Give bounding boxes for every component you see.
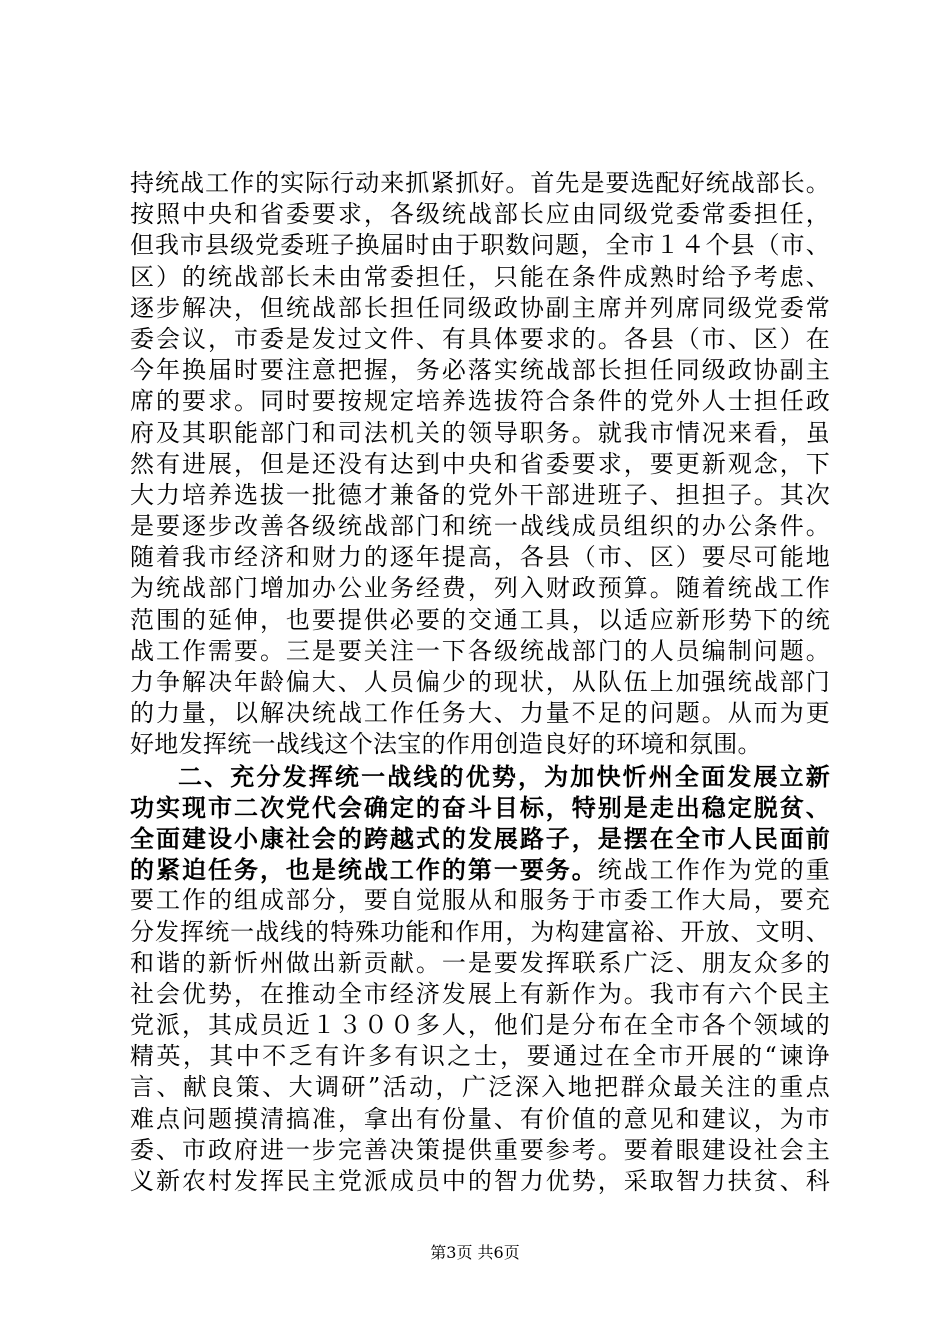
body-text-span: 党派，其成员近１３００多人，他们是分布在全市各个领域的 [130,1011,830,1040]
text-line [130,1104,830,1135]
text-line [130,542,830,573]
body-text-span: 义新农村发挥民主党派成员中的智力优势，采取智力扶贫、科 [130,1167,830,1195]
body-text-span: 随着我市经济和财力的逐年提高，各县（市、区）要尽可能地 [130,543,830,572]
body-text-span: 但我市县级党委班子换届时由于职数问题，全市１４个县（市、 [130,231,830,260]
text-line [130,792,830,823]
body-text-span: 好地发挥统一战线这个法宝的作用创造良好的环境和氛围。 [130,730,762,759]
body-text-span: 逐步解决，但统战部长担任同级政协副主席并列席同级党委常 [130,293,830,322]
text-line [130,885,830,916]
body-text-span: 然有进展，但是还没有达到中央和省委要求，要更新观念，下 [130,449,830,478]
body-text-span: 区）的统战部长未由常委担任，只能在条件成熟时给予考虑、 [130,262,830,291]
body-text-span: 精英，其中不乏有许多有识之士，要通过在全市开展的“谏诤 [130,1042,830,1071]
text-line [130,418,830,449]
body-text-span: 和谐的新忻州做出新贡献。一是要发挥联系广泛、朋友众多的 [130,948,830,977]
text-line [130,386,830,417]
text-line [130,480,830,511]
text-line [130,948,830,979]
text-line [130,1072,830,1103]
text-line [130,761,830,792]
body-text-span: 席的要求。同时要按规定培养选拔符合条件的党外人士担任政 [130,387,830,416]
body-text-span: 难点问题摸清搞准，拿出有份量、有价值的意见和建议，为市 [130,1104,830,1133]
bold-heading-text: 的紧迫任务，也是统战工作的第一要务。 [130,855,598,885]
text-line [130,605,830,636]
text-line [130,636,830,667]
body-text-span: 社会优势，在推动全市经济发展上有新作为。我市有六个民主 [130,979,830,1008]
text-line [130,293,830,324]
page-footer: 第3页 共6页 [430,1243,520,1262]
body-text-span: 委会议，市委是发过文件、有具体要求的。各县（市、区）在 [130,324,830,353]
text-line [130,511,830,542]
body-text [130,168,830,1197]
text-line [130,917,830,948]
text-line [130,355,830,386]
body-text-span: 统战工作作为党的重 [597,856,830,885]
text-line [130,1135,830,1166]
body-text-span: 范围的延伸，也要提供必要的交通工具，以适应新形势下的统 [130,605,830,634]
body-text-span: 按照中央和省委要求，各级统战部长应由同级党委常委担任， [130,200,830,229]
text-line [130,449,830,480]
body-text-span: 要工作的组成部分，要自觉服从和服务于市委工作大局，要充 [130,886,830,915]
text-line [130,262,830,293]
text-line [130,168,830,199]
body-text-span: 力争解决年龄偏大、人员偏少的现状，从队伍上加强统战部门 [130,668,830,696]
body-text-span: 委、市政府进一步完善决策提供重要参考。要着眼建设社会主 [130,1135,830,1164]
text-line [130,573,830,604]
body-text-span: 持统战工作的实际行动来抓紧抓好。首先是要选配好统战部长。 [130,169,830,197]
text-line [130,1041,830,1072]
body-text-span: 为统战部门增加办公业务经费，列入财政预算。随着统战工作 [130,574,830,603]
bold-heading-text: 全面建设小康社会的跨越式的发展路子，是摆在全市人民面前 [130,823,830,853]
bold-heading-text: 二、充分发挥统一战线的优势，为加快忻州全面发展立新 [178,761,830,791]
text-line [130,1010,830,1041]
body-text-span: 今年换届时要注意把握，务必落实统战部长担任同级政协副主 [130,356,830,385]
text-line [130,1166,830,1197]
text-line [130,823,830,854]
text-line [130,979,830,1010]
body-text-span: 是要逐步改善各级统战部门和统一战线成员组织的办公条件。 [130,512,830,541]
body-text-span: 分发挥统一战线的特殊功能和作用，为构建富裕、开放、文明、 [130,917,830,946]
bold-heading-text: 功实现市二次党代会确定的奋斗目标，特别是走出稳定脱贫、 [130,792,830,822]
text-line [130,854,830,885]
text-line [130,667,830,698]
text-line [130,324,830,355]
body-text-span: 言、献良策、大调研”活动，广泛深入地把群众最关注的重点 [130,1073,830,1102]
text-line [130,199,830,230]
body-text-span: 大力培养选拔一批德才兼备的党外干部进班子、担担子。其次 [130,480,830,509]
text-line [130,230,830,261]
body-text-span: 府及其职能部门和司法机关的领导职务。就我市情况来看，虽 [130,418,830,447]
text-line [130,729,830,760]
body-text-span: 战工作需要。三是要关注一下各级统战部门的人员编制问题。 [130,636,830,665]
body-text-span: 的力量，以解决统战工作任务大、力量不足的问题。从而为更 [130,699,830,728]
text-line [130,698,830,729]
